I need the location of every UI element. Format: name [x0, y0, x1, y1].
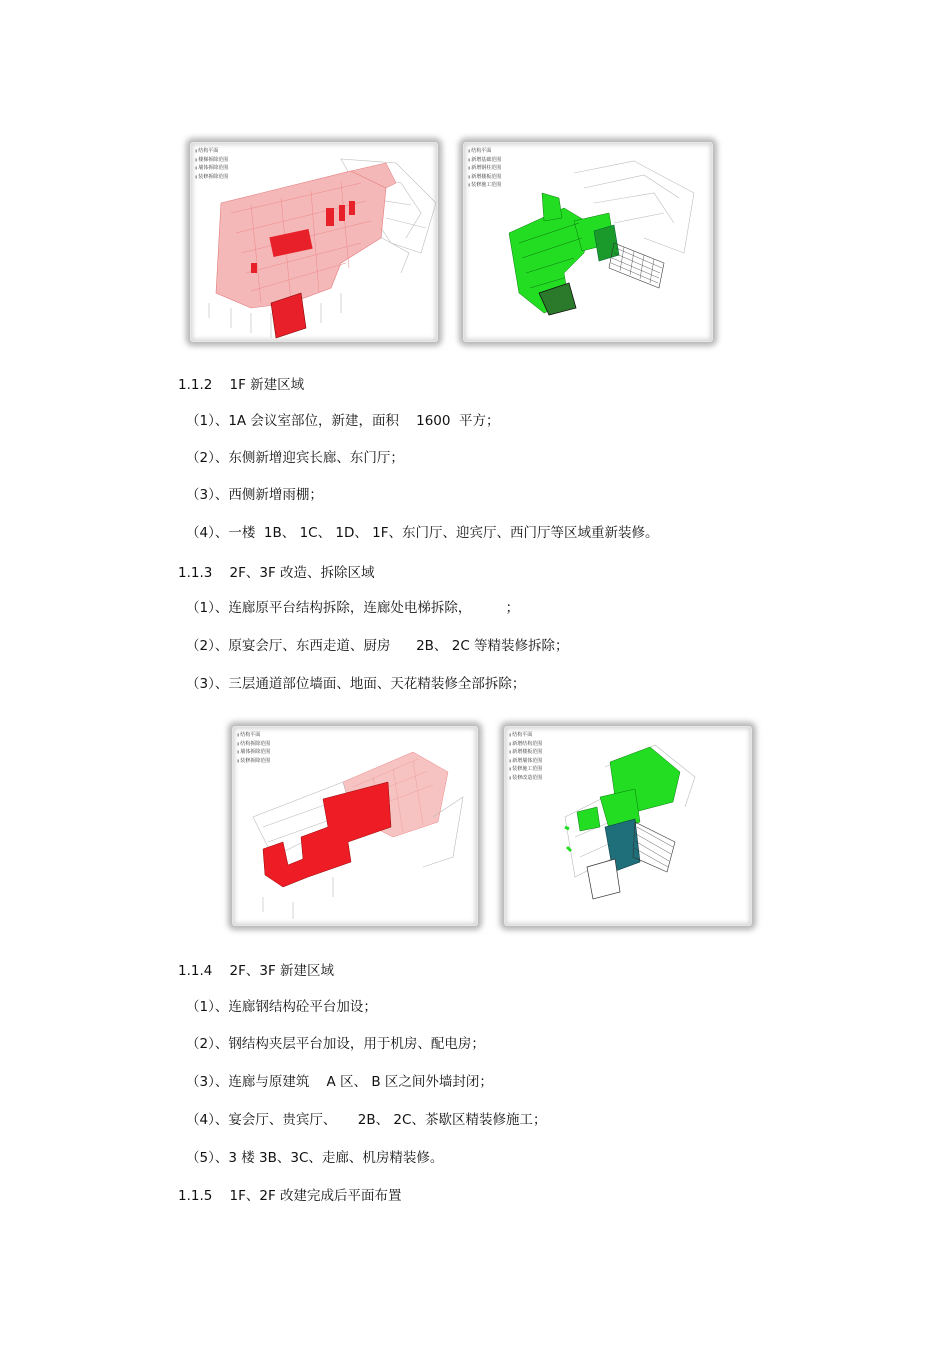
figure-1f-new-construction	[463, 142, 713, 342]
figure-1f-demolition	[190, 142, 438, 342]
section-number: 1.1.2	[178, 377, 213, 393]
legend-item: ▮ 结构平面	[509, 731, 542, 740]
list-item: （2）、钢结构夹层平台加设，用于机房、配电房；	[186, 1036, 485, 1052]
legend-item: ▮ 装修改造范围	[509, 774, 542, 783]
section-number: 1.1.5	[178, 1188, 213, 1204]
list-item: （3）、三层通道部位墙面、地面、天花精装修全部拆除；	[186, 676, 526, 692]
legend-item: ▮ 装修拆除范围	[195, 173, 228, 182]
figure-2f-3f-demolition	[232, 726, 478, 926]
building-model-drawing	[233, 727, 477, 925]
section-title: 1F、2F 改建完成后平面布置	[229, 1188, 402, 1204]
list-item: （2）、东侧新增迎宾长廊、东门厅；	[186, 450, 404, 466]
list-item: （3）、西侧新增雨棚；	[186, 487, 323, 503]
legend-item: ▮ 新增钢柱范围	[468, 164, 501, 173]
section-heading-1-1-3	[178, 564, 375, 582]
legend-item: ▮ 新增楼板范围	[509, 748, 542, 757]
figure-2f-3f-new-construction	[504, 726, 752, 926]
legend-item: ▮ 新增楼板范围	[468, 173, 501, 182]
list-item: （5）、3 楼 3B、3C、走廊、机房精装修。	[186, 1150, 444, 1166]
section-heading-1-1-5	[178, 1187, 402, 1205]
list-item: （1）、连廊原平台结构拆除，连廊处电梯拆除， ；	[186, 600, 520, 616]
legend-item: ▮ 墙体拆除范围	[237, 748, 270, 757]
demolition-area	[263, 782, 391, 887]
list-item: （3）、连廊与原建筑 A 区、 B 区之间外墙封闭；	[186, 1074, 493, 1090]
list-item: （4）、一楼 1B、 1C、 1D、 1F、东门厅、迎宾厅、西门厅等区域重新装修。	[186, 525, 659, 541]
legend-item: ▮ 装修拆除范围	[237, 757, 270, 766]
building-model-drawing	[191, 143, 437, 341]
section-title: 2F、3F 改造、拆除区域	[229, 565, 375, 581]
legend-item: ▮ 结构平面	[237, 731, 270, 740]
section-heading-1-1-2	[178, 376, 304, 394]
legend-item: ▮ 结构平面	[195, 147, 228, 156]
list-item: （1）、1A 会议室部位，新建，面积 1600 平方；	[186, 413, 500, 429]
legend-item: ▮ 结构平面	[468, 147, 501, 156]
legend-item: ▮ 新增墙体范围	[509, 757, 542, 766]
section-heading-1-1-4	[178, 962, 334, 980]
building-model-drawing	[505, 727, 751, 925]
list-item: （1）、连廊钢结构砼平台加设；	[186, 999, 377, 1015]
section-title: 2F、3F 新建区域	[229, 963, 335, 979]
legend-item: ▮ 新增结构范围	[509, 740, 542, 749]
list-item: （2）、原宴会厅、东西走道、厨房 2B、 2C 等精装修拆除；	[186, 638, 569, 654]
section-title: 1F 新建区域	[229, 377, 305, 393]
list-item: （4）、宴会厅、贵宾厅、 2B、 2C、茶歇区精装修施工；	[186, 1112, 547, 1128]
legend-item: ▮ 楼梯拆除范围	[195, 156, 228, 165]
legend-item: ▮ 新增基础范围	[468, 156, 501, 165]
section-number: 1.1.4	[178, 963, 213, 979]
section-number: 1.1.3	[178, 565, 213, 581]
legend-item: ▮ 装修施工范围	[509, 765, 542, 774]
legend-item: ▮ 墙体拆除范围	[195, 164, 228, 173]
legend-item: ▮ 结构拆除范围	[237, 740, 270, 749]
legend-item: ▮ 装修施工范围	[468, 181, 501, 190]
building-model-drawing	[464, 143, 712, 341]
